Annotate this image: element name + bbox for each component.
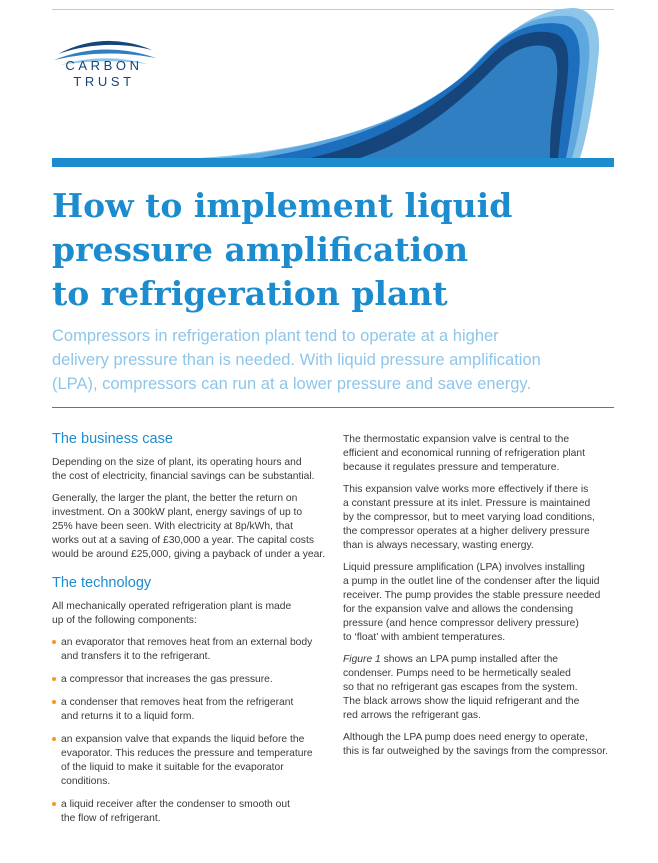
- text-fragment: shows an LPA pump installed after the: [380, 654, 559, 665]
- text-line: conditions.: [61, 776, 111, 787]
- list-item: [52, 696, 328, 724]
- text-line: because it regulates pressure and temperature.: [343, 462, 560, 473]
- logo-text: [44, 58, 164, 90]
- bullet-icon: [52, 640, 56, 644]
- text-line: works out at a saving of £30,000 a year. The capital costs: [52, 535, 314, 546]
- list-item: [52, 798, 328, 826]
- paragraph: [52, 600, 328, 628]
- text-line: an evaporator that removes heat from an external body: [61, 637, 313, 648]
- left-column: [52, 430, 328, 835]
- heading-technology: The technology: [52, 575, 152, 591]
- intro-line: Compressors in refrigeration plant tend to operate at a higher: [52, 327, 499, 345]
- text-line: would be around £25,000, giving a payback of under a year.: [52, 549, 326, 560]
- header-bar: [52, 158, 614, 167]
- title-line: to refrigeration plant: [52, 274, 448, 313]
- text-line: Generally, the larger the plant, the better the return on: [52, 493, 298, 504]
- text-line: condenser. Pumps need to be hermetically sealed: [343, 668, 571, 679]
- text-line: the flow of refrigerant.: [61, 813, 161, 824]
- text-line: Liquid pressure amplification (LPA) involves installing: [343, 562, 585, 573]
- text-line: a constant pressure at its inlet. Pressure is maintained: [343, 498, 591, 509]
- intro-paragraph: [52, 324, 612, 396]
- section-divider: [52, 407, 614, 408]
- text-line: 25% have been seen. With electricity at 8p/kWh, that: [52, 521, 293, 532]
- text-line: Depending on the size of plant, its operating hours and: [52, 457, 302, 468]
- text-line: [343, 653, 619, 667]
- text-line: than is always necessary, wasting energy.: [343, 540, 534, 551]
- bullet-icon: [52, 802, 56, 806]
- text-line: the cost of electricity, financial savings can be substantial.: [52, 471, 315, 482]
- intro-line: (LPA), compressors can run at a lower pressure and save energy.: [52, 375, 532, 393]
- title-line: pressure amplification: [52, 230, 469, 269]
- paragraph: [343, 433, 619, 475]
- text-line: The black arrows show the liquid refrigerant and the: [343, 696, 580, 707]
- list-item: [52, 733, 328, 789]
- text-line: up of the following components:: [52, 615, 197, 626]
- paragraph: [343, 731, 619, 759]
- text-line: for the expansion valve and allows the condensing: [343, 604, 574, 615]
- title-line: How to implement liquid: [52, 186, 513, 225]
- right-column: [343, 433, 619, 767]
- text-line: this is far outweighed by the savings from the compressor.: [343, 746, 608, 757]
- text-line: investment. On a 300kW plant, energy savings of up to: [52, 507, 303, 518]
- text-line: of the liquid to make it suitable for the evaporator: [61, 762, 284, 773]
- text-line: and transfers it to the refrigerant.: [61, 651, 211, 662]
- text-line: so that no refrigerant gas escapes from the system.: [343, 682, 578, 693]
- text-line: to ‘float’ with ambient temperatures.: [343, 632, 506, 643]
- logo-line-carbon: CARBON: [65, 58, 143, 73]
- list-item: [52, 636, 328, 664]
- text-line: a compressor that increases the gas pressure.: [61, 674, 273, 685]
- text-line: Although the LPA pump does need energy to operate,: [343, 732, 588, 743]
- text-line: a pump in the outlet line of the condenser after the liquid: [343, 576, 600, 587]
- intro-line: delivery pressure than is needed. With liquid pressure amplification: [52, 351, 541, 369]
- paragraph: [343, 653, 619, 723]
- ribbon-graphic: [200, 0, 620, 168]
- paragraph: [343, 561, 619, 645]
- paragraph: [343, 483, 619, 553]
- text-line: efficient and economical running of refrigeration plant: [343, 448, 585, 459]
- text-line: pressure (and hence compressor delivery pressure): [343, 618, 579, 629]
- text-line: a liquid receiver after the condenser to smooth out: [61, 799, 290, 810]
- text-line: a condenser that removes heat from the refrigerant: [61, 697, 294, 708]
- text-line: and returns it to a liquid form.: [61, 711, 195, 722]
- heading-business-case: The business case: [52, 431, 173, 447]
- logo-line-trust: TRUST: [73, 74, 135, 89]
- text-line: receiver. The pump provides the stable pressure needed: [343, 590, 601, 601]
- text-line: red arrows the refrigerant gas.: [343, 710, 481, 721]
- text-line: This expansion valve works more effectively if there is: [343, 484, 589, 495]
- text-line: All mechanically operated refrigeration plant is made: [52, 601, 292, 612]
- bullet-icon: [52, 677, 56, 681]
- page-title: [52, 184, 612, 316]
- text-line: evaporator. This reduces the pressure and temperature: [61, 748, 313, 759]
- text-line: an expansion valve that expands the liquid before the: [61, 734, 305, 745]
- paragraph: [52, 456, 328, 484]
- bullet-icon: [52, 700, 56, 704]
- text-line: by the compressor, but to meet varying load conditions,: [343, 512, 595, 523]
- text-line: The thermostatic expansion valve is central to the: [343, 434, 570, 445]
- paragraph: [52, 492, 328, 562]
- text-line: the compressor operates at a higher delivery pressure: [343, 526, 590, 537]
- figure-reference: Figure 1: [343, 654, 381, 665]
- list-item: [52, 673, 328, 687]
- bullet-icon: [52, 737, 56, 741]
- component-list: [52, 636, 328, 826]
